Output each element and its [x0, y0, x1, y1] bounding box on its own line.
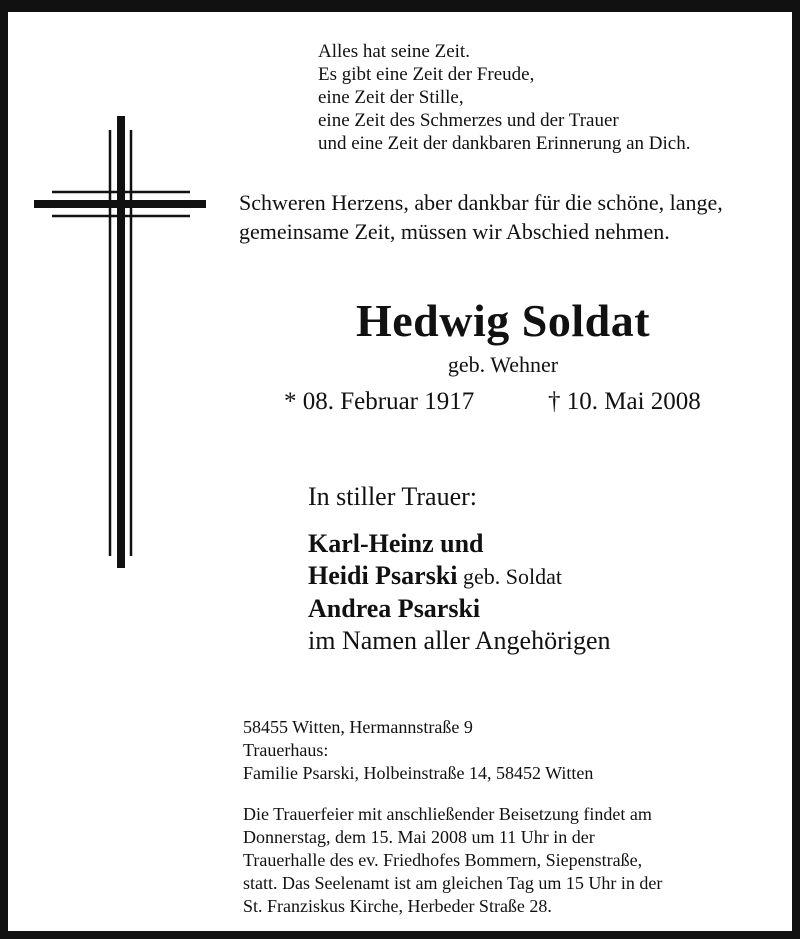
intro-text: Schweren Herzens, aber dankbar für die schöne, lange, gemeinsame Zeit, müssen wir Abschied nehmen. [239, 190, 723, 244]
birth-date: * 08. Februar 1917 [284, 388, 475, 415]
ceremony-line: Trauerhalle des ev. Friedhofes Bommern, Siepenstraße, [243, 850, 643, 870]
ceremony-line: Donnerstag, dem 15. Mai 2008 um 11 Uhr in der [243, 827, 595, 847]
poem-line: Es gibt eine Zeit der Freude, [318, 64, 535, 85]
deceased-name: Hedwig Soldat [355, 295, 651, 346]
mourner-name: Heidi Psarski [308, 561, 458, 590]
mourner-line: im Namen aller Angehörigen [308, 626, 611, 655]
poem-line: eine Zeit des Schmerzes und der Trauer [318, 110, 619, 131]
address-line: Trauerhaus: [243, 740, 329, 760]
ceremony-line: St. Franziskus Kirche, Herbeder Straße 28. [243, 896, 552, 916]
ceremony-line: statt. Das Seelenamt ist am gleichen Tag um 15 Uhr in der [243, 873, 663, 893]
mourner-line [308, 560, 611, 593]
poem [318, 40, 690, 155]
mourner-line: Karl-Heinz und [308, 529, 484, 558]
poem-line: eine Zeit der Stille, [318, 87, 464, 108]
death-date: † 10. Mai 2008 [548, 388, 701, 415]
mourners-list [308, 528, 611, 657]
ceremony-line: Die Trauerfeier mit anschließender Beisetzung findet am [243, 804, 652, 824]
mourner-line: Andrea Psarski [308, 594, 481, 623]
ceremony-info [243, 803, 763, 918]
mourning-heading: In stiller Trauer: [308, 482, 477, 511]
poem-line: und eine Zeit der dankbaren Erinnerung an Dich. [318, 133, 691, 154]
address-block [243, 716, 593, 785]
mourner-birth-name: geb. Soldat [457, 564, 563, 589]
birth-name: geb. Wehner [447, 352, 559, 377]
address-line: 58455 Witten, Hermannstraße 9 [243, 717, 473, 737]
address-line: Familie Psarski, Holbeinstraße 14, 58452 Witten [243, 763, 594, 783]
poem-line: Alles hat seine Zeit. [318, 41, 470, 62]
